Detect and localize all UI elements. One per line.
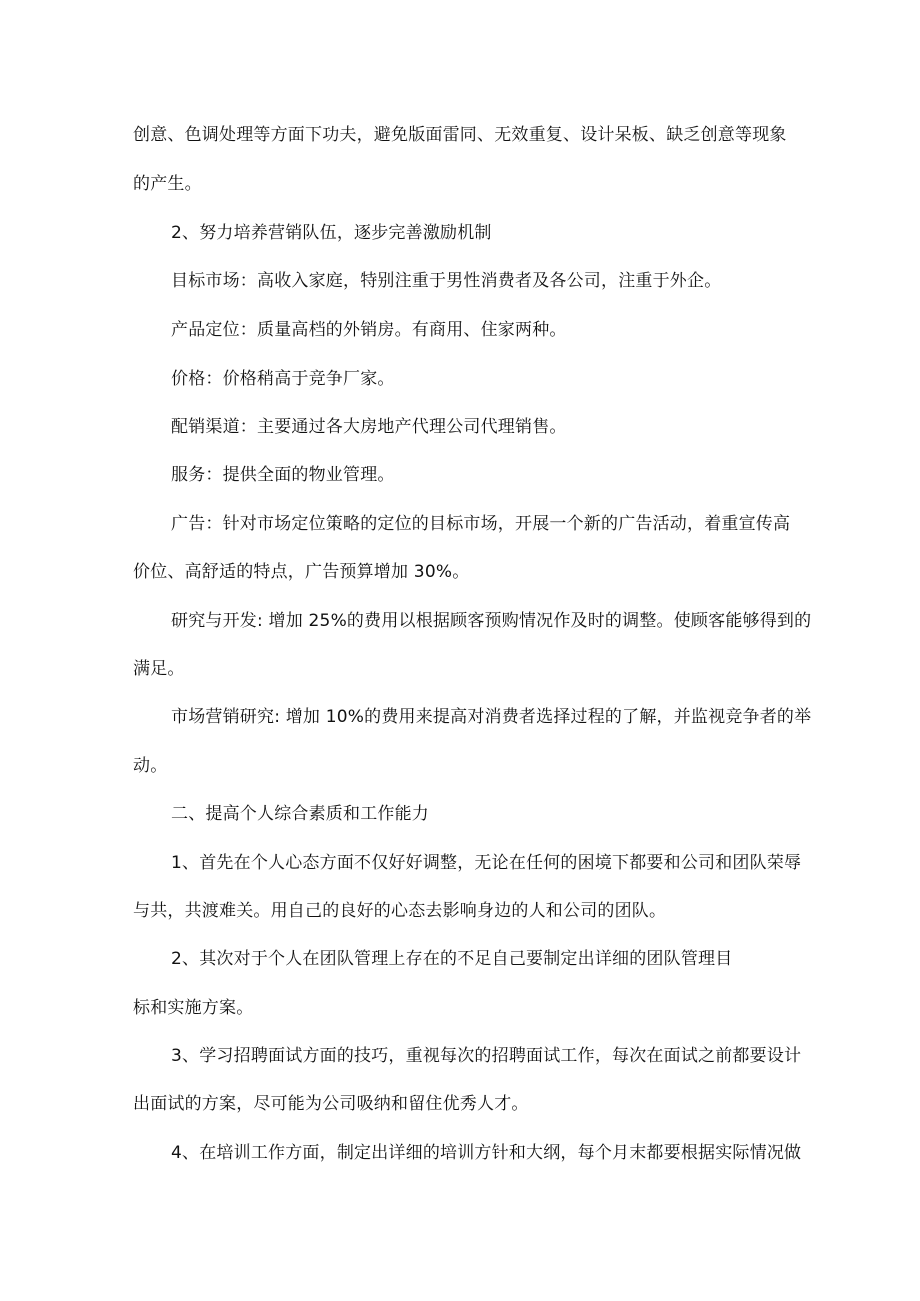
body-text-line: 配销渠道：主要通过各大房地产代理公司代理销售。 bbox=[171, 417, 567, 437]
body-text-line: 价格：价格稍高于竞争厂家。 bbox=[171, 369, 395, 389]
body-text-line: 3、学习招聘面试方面的技巧，重视每次的招聘面试工作，每次在面试之前都要设计 bbox=[171, 1046, 802, 1066]
section-heading: 二、提高个人综合素质和工作能力 bbox=[171, 804, 429, 824]
body-text-line: 目标市场：高收入家庭，特别注重于男性消费者及各公司，注重于外企。 bbox=[171, 271, 722, 291]
body-text-line: 满足。 bbox=[133, 659, 185, 679]
section-heading: 2、努力培养营销队伍，逐步完善激励机制 bbox=[171, 223, 492, 243]
body-text-line: 与共，共渡难关。用自己的良好的心态去影响身边的人和公司的团队。 bbox=[133, 901, 667, 921]
body-text-line: 4、在培训工作方面，制定出详细的培训方针和大纲，每个月末都要根据实际情况做 bbox=[171, 1143, 802, 1163]
body-text-line: 创意、色调处理等方面下功夫，避免版面雷同、无效重复、设计呆板、缺乏创意等现象 bbox=[133, 125, 787, 145]
body-text-line: 出面试的方案，尽可能为公司吸纳和留住优秀人才。 bbox=[133, 1094, 529, 1114]
body-text-line: 市场营销研究: 增加 10%的费用来提高对消费者选择过程的了解，并监视竞争者的举 bbox=[171, 707, 812, 727]
body-text-line: 的产生。 bbox=[133, 174, 202, 194]
body-text-line: 动。 bbox=[133, 756, 168, 776]
body-text-line: 1、首先在个人心态方面不仅好好调整，无论在任何的困境下都要和公司和团队荣辱 bbox=[171, 853, 802, 873]
body-text-line: 服务：提供全面的物业管理。 bbox=[171, 465, 395, 485]
body-text-line: 广告：针对市场定位策略的定位的目标市场，开展一个新的广告活动，着重宣传高 bbox=[171, 514, 791, 534]
body-text-line: 2、其次对于个人在团队管理上存在的不足自己要制定出详细的团队管理目 bbox=[171, 949, 733, 969]
body-text-line: 标和实施方案。 bbox=[133, 998, 254, 1018]
body-text-line: 研究与开发: 增加 25%的费用以根据顾客预购情况作及时的调整。使顾客能够得到的 bbox=[171, 611, 812, 631]
body-text-line: 价位、高舒适的特点，广告预算增加 30%。 bbox=[133, 562, 470, 582]
body-text-line: 产品定位：质量高档的外销房。有商用、住家两种。 bbox=[171, 320, 567, 340]
